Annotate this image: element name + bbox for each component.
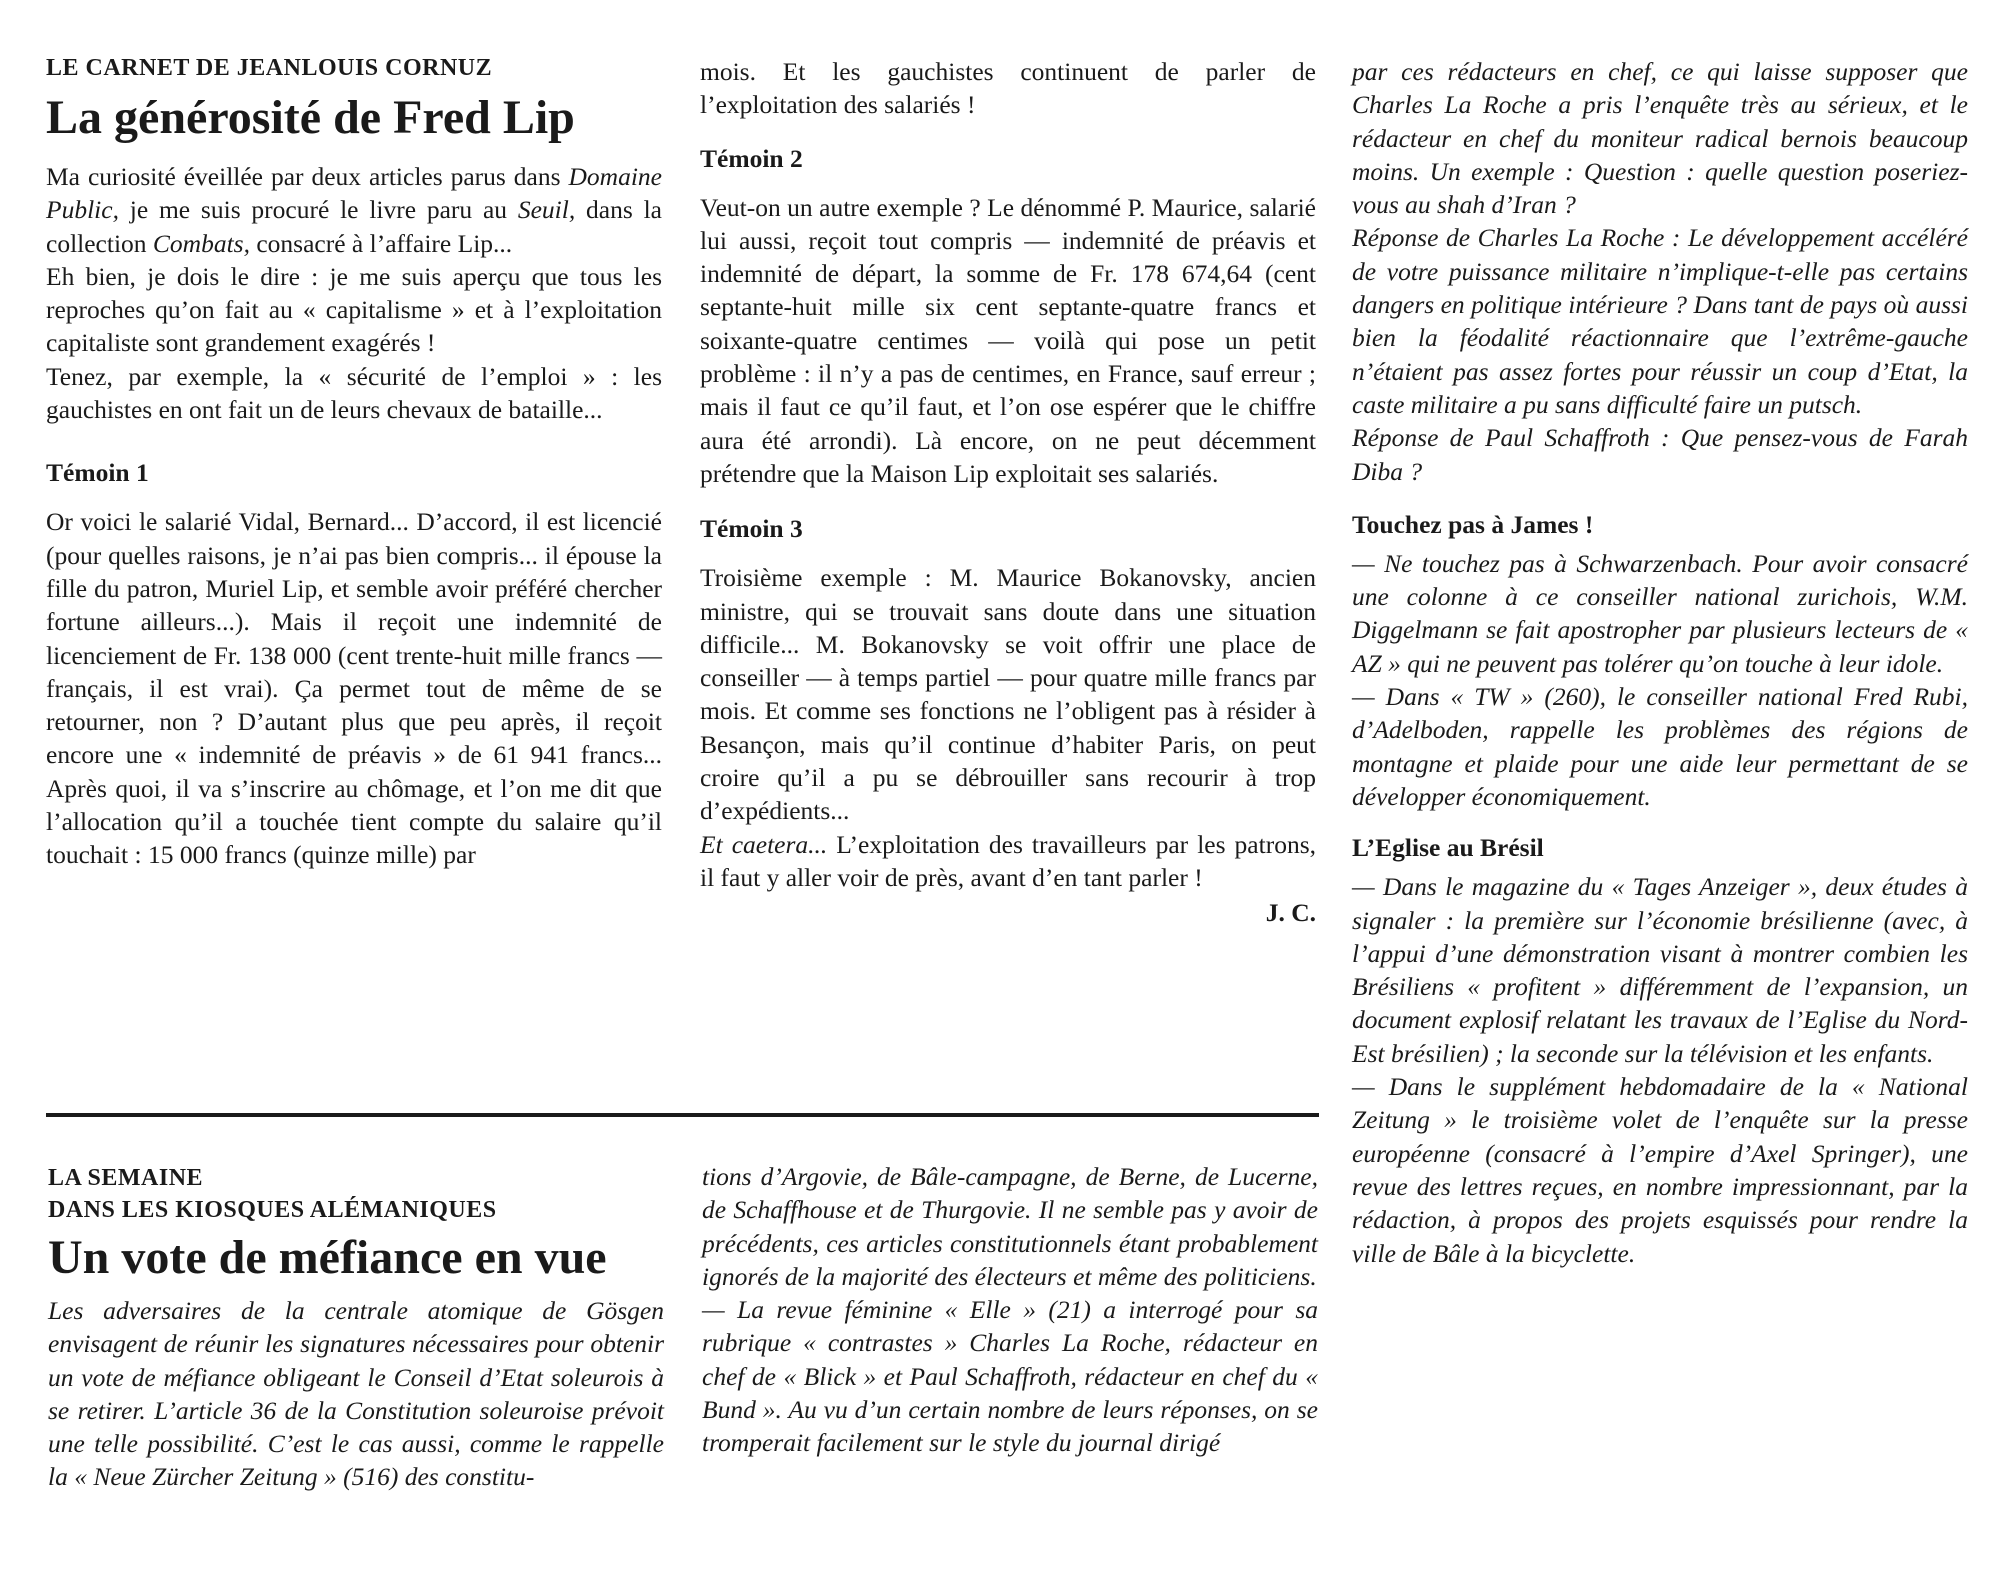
article2-column-3 xyxy=(1352,55,1968,1270)
article1-column-1 xyxy=(46,52,662,872)
article2-column-1 xyxy=(48,1162,664,1494)
article1-column-2 xyxy=(700,55,1316,929)
article2-kicker-line2: DANS LES KIOSQUES ALÉMANIQUES xyxy=(48,1197,497,1223)
article2-col2-paragraph-2: — La revue féminine « Elle » (21) a interrogé pour sa rubrique « contrastes » Charles La Roche, rédacteur en chef de « Blick » et Paul Schaffroth, rédacteur en chef du « Bund ». Au vu d’un certain nombre de leurs réponses, on se tromperait facilement sur le style du journal dirigé xyxy=(702,1295,1318,1458)
james-block xyxy=(1352,547,1968,813)
article2-col2-paragraph-1: tions d’Argovie, de Bâle-campagne, de Berne, de Lucerne, de Schaffhouse et de Thurgovie. Il ne semble pas y avoir de précédents, ces articles constitutionnels étant probablement ignorés de la majorité des électeurs et même des politiciens. xyxy=(702,1162,1318,1291)
article2-lead: Les adversaires de la centrale atomique de Gösgen envisagent de réunir les signatures nécessaires pour obtenir un vote de méfiance obligeant le Conseil d’Etat soleurois à se retirer. L’article 36 de la Constitution soleuroise prévoit une telle possibilité. C’est le cas aussi, comme le rappelle la « Neue Zürcher Zeitung » (516) des constitu- xyxy=(48,1296,664,1492)
james-paragraph-1: — Ne touchez pas à Schwarzenbach. Pour avoir consacré une colonne à ce conseiller national zurichois, W.M. Diggelmann se fait apostropher par plusieurs lecteurs de « AZ » qui ne peuvent pas tolérer qu’on touche à leur idole. xyxy=(1352,548,1968,678)
temoin3-heading: Témoin 3 xyxy=(700,514,803,544)
article1-intro xyxy=(46,160,662,426)
intro-paragraph-3: Tenez, par exemple, la « sécurité de l’emploi » : les gauchistes en ont fait un de leurs chevaux de bataille... xyxy=(46,361,662,425)
article2-column-2 xyxy=(702,1160,1318,1460)
article2-headline: Un vote de méfiance en vue xyxy=(48,1231,607,1284)
intro-paragraph-1: Ma curiosité éveillée par deux articles parus dans Domaine Public, je me suis procuré le livre paru au Seuil, dans la collection Combats, consacré à l’affaire Lip... xyxy=(46,162,662,258)
closing-paragraph: Et caetera... L’exploitation des travailleurs par les patrons, il faut y aller voir de près, avant d’en tant parler ! xyxy=(700,829,1317,892)
column2-continuation: mois. Et les gauchistes continuent de parler de l’exploitation des salariés ! xyxy=(700,57,1316,120)
temoin2-text: Veut-on un autre exemple ? Le dénommé P. Maurice, salarié lui aussi, reçoit tout compris — indemnité de préavis et indemnité de départ, la somme de Fr. 178 674,64 (cent septante-huit mille six cent septante-quatre francs et soixante-quatre centimes — voilà qui pose un petit problème : il n’y a pas de centimes, en France, sauf erreur ; mais il faut ce qu’il faut, et l’on ose espérer que le chiffre aura été arrondi). Là encore, on ne peut décemment prétendre que la Maison Lip exploitait ses salariés. xyxy=(700,192,1316,488)
temoin1-heading: Témoin 1 xyxy=(46,458,149,488)
james-heading: Touchez pas à James ! xyxy=(1352,509,1594,539)
reponse-la-roche: Réponse de Charles La Roche : Le développement accéléré de votre puissance militaire n’implique-t-elle pas certains dangers en politique intérieure ? Dans tant de pays où aussi bien la féodalité réactionnaire que l’extrême-gauche n’étaient pas assez fortes pour réussir un coup d’Etat, la caste militaire a pu sans difficulté faire un putsch. xyxy=(1352,223,1968,419)
bresil-paragraph-1: — Dans le magazine du « Tages Anzeiger », deux études à signaler : la première sur l’économie brésilienne (avec, à l’appui d’une démonstration visant à montrer combien les Brésiliens « profitent » différemment de l’expansion, un document explosif relatant les travaux de l’Eglise du Nord-Est brésilien) ; la seconde sur la télévision et les enfants. xyxy=(1352,872,1968,1068)
interview-block xyxy=(1352,55,1968,488)
temoin3-text: Troisième exemple : M. Maurice Bokanovsky, ancien ministre, qui se trouvait sans doute dans une situation difficile... M. Bokanovsky se voit offrir une place de conseiller — à temps partiel — pour quatre mille francs par mois. Et comme ses fonctions ne l’obligent pas à résider à Besançon, mais qu’il continue d’habiter Paris, on peut croire qu’il a pu se débrouiller sans recourir à trop d’expédients... xyxy=(700,563,1316,826)
article2-kicker-line1: LA SEMAINE xyxy=(48,1165,204,1191)
temoin1-text: Or voici le salarié Vidal, Bernard... D’accord, il est licencié (pour quelles raisons, je n’ai pas bien compris... il épouse la fille du patron, Muriel Lip, et semble avoir préféré chercher fortune ailleurs...). Mais il reçoit une indemnité de licenciement de Fr. 138 000 (cent trente-huit mille francs — français, il est vrai). Ça permet tout de même de se retourner, non ? D’autant plus que peu après, il reçoit encore une « indemnité de préavis » de 61 941 francs... Après quoi, il va s’inscrire au chômage, et l’on me dit que l’allocation qu’il a touchée tient compte du salaire qu’il touchait : 15 000 francs (quinze mille) par xyxy=(46,507,662,870)
article-divider xyxy=(46,1113,1319,1117)
temoin2-heading: Témoin 2 xyxy=(700,143,803,173)
intro-paragraph-2: Eh bien, je dois le dire : je me suis aperçu que tous les reproches qu’on fait au « capitalisme » et à l’exploitation capitaliste sont grandement exagérés ! xyxy=(46,261,662,358)
bresil-paragraph-2: — Dans le supplément hebdomadaire de la « National Zeitung » le troisième volet de l’enquête sur la presse européenne (consacré à l’empire d’Axel Springer), une revue des lettres reçues, en nombre impressionnant, par la rédaction, à propos des projets esquissés pour rendre la ville de Bâle à la bicyclette. xyxy=(1352,1072,1968,1268)
article1-kicker: LE CARNET DE JEANLOUIS CORNUZ xyxy=(46,55,493,81)
article1-headline: La générosité de Fred Lip xyxy=(46,91,575,144)
james-paragraph-2: — Dans « TW » (260), le conseiller national Fred Rubi, d’Adelboden, rappelle les problèmes des régions de montagne et plaide pour une aide leur permettant de se développer économiquement. xyxy=(1352,682,1968,811)
bresil-block xyxy=(1352,870,1968,1270)
bresil-heading: L’Eglise au Brésil xyxy=(1352,833,1544,863)
column3-continuation: par ces rédacteurs en chef, ce qui laisse supposer que Charles La Roche a pris l’enquête très au sérieux, et le rédacteur en chef du moniteur radical bernois beaucoup moins. Un exemple : Question : quelle question poseriez-vous au shah d’Iran ? xyxy=(1352,57,1968,220)
reponse-schaffroth: Réponse de Paul Schaffroth : Que pensez-vous de Farah Diba ? xyxy=(1352,423,1968,486)
signature: J. C. xyxy=(1265,898,1316,928)
